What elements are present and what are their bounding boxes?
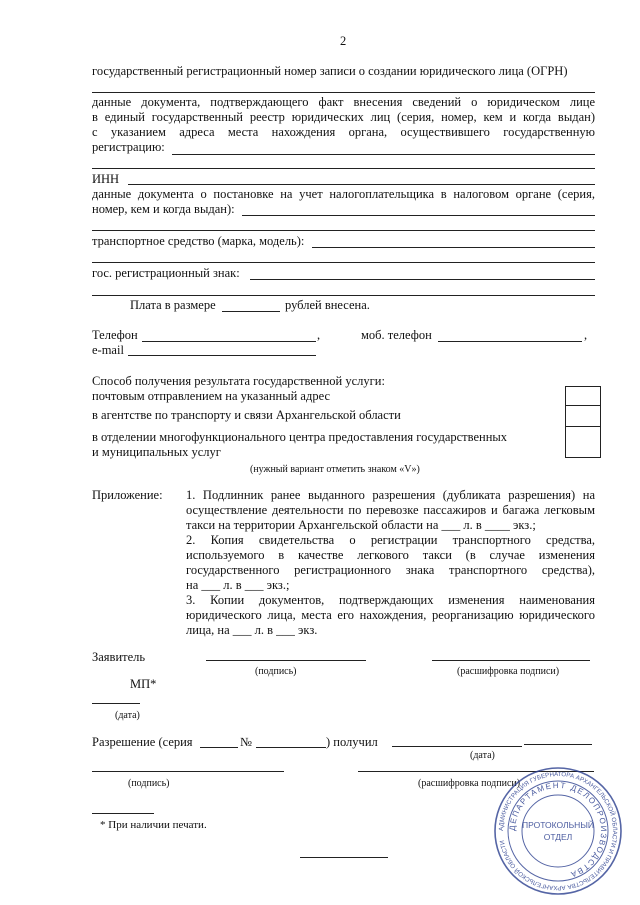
- egrul-doc-line3: с указанием адреса места нахождения органа, осуществившего государственную: [92, 125, 595, 139]
- egrul-doc-line4: регистрацию:: [92, 140, 165, 154]
- footnote: * При наличии печати.: [100, 819, 207, 831]
- applicant-label: Заявитель: [92, 650, 146, 664]
- applicant-decode-field[interactable]: [432, 660, 590, 661]
- mobile-label: моб. телефон: [361, 328, 432, 342]
- permit-received-name-field[interactable]: [392, 746, 522, 747]
- permit-date-hint: (дата): [470, 750, 495, 761]
- attachment-2-line1: 2. Копия свидетельства о регистрации транспортного средства,: [186, 533, 595, 547]
- page-number: 2: [340, 34, 347, 48]
- ogrn-label: государственный регистрационный номер записи о создании юридического лица (ОГРН): [92, 64, 568, 78]
- attachment-2-line4: на ___ л. в ___ экз.;: [186, 578, 290, 592]
- tax-doc-line2: номер, кем и когда выдан):: [92, 202, 235, 216]
- email-field[interactable]: [128, 355, 316, 356]
- egrul-doc-line1: данные документа, подтверждающего факт внесения сведений о юридическом лице: [92, 95, 595, 109]
- checkbox-agency[interactable]: [565, 405, 601, 428]
- permit-prefix: Разрешение (серия: [92, 735, 193, 749]
- vehicle-label: транспортное средство (марка, модель):: [92, 234, 305, 248]
- vehicle-field-2[interactable]: [92, 262, 595, 263]
- seal-placeholder: МП*: [130, 677, 157, 691]
- stamp-center-line1: ПРОТОКОЛЬНЫЙ: [522, 820, 594, 830]
- plate-field[interactable]: [250, 279, 595, 280]
- payment-prefix: Плата в размере: [130, 298, 216, 312]
- permit-signature-field[interactable]: [92, 771, 284, 772]
- mobile-field[interactable]: [438, 341, 582, 342]
- delivery-option-agency: в агентстве по транспорту и связи Архангельской области: [92, 408, 401, 422]
- attachments-label: Приложение:: [92, 488, 163, 502]
- phone-label: Телефон: [92, 328, 138, 342]
- attachment-2-line3: государственного регистрационного знака транспортного средства),: [186, 563, 595, 577]
- vehicle-field[interactable]: [312, 247, 595, 248]
- checkbox-post[interactable]: [565, 386, 601, 407]
- egrul-doc-field[interactable]: [172, 154, 595, 155]
- plate-field-2[interactable]: [92, 295, 595, 296]
- delivery-title: Способ получения результата государственной услуги:: [92, 374, 385, 388]
- inn-field[interactable]: [128, 184, 595, 185]
- egrul-doc-field-2[interactable]: [92, 168, 595, 169]
- applicant-sign-hint: (подпись): [255, 666, 297, 677]
- tax-doc-field-2[interactable]: [92, 230, 595, 231]
- permit-received-label: ) получил: [326, 735, 378, 749]
- stamp-ring-outer-text: АДМИНИСТРАЦИЯ ГУБЕРНАТОРА АРХАНГЕЛЬСКОЙ ОБЛАСТИ И ПРАВИТЕЛЬСТВА АРХАНГЕЛЬСКОЙ ОБЛАСТИ: [497, 770, 619, 892]
- tax-doc-field[interactable]: [242, 215, 595, 216]
- checkbox-mfc[interactable]: [565, 426, 601, 458]
- egrul-doc-line2: в единый государственный реестр юридических лиц (серия, номер, кем и когда выдан): [92, 110, 595, 124]
- attachment-1-line3: такси на территории Архангельской области на ___ л. в ____ экз.;: [186, 518, 536, 532]
- applicant-date-field[interactable]: [92, 703, 140, 704]
- attachment-2-line2: используемого в качестве легкового такси (в случае изменения: [186, 548, 595, 562]
- ogrn-field[interactable]: [92, 92, 595, 93]
- delivery-hint: (нужный вариант отметить знаком «V»): [250, 464, 420, 475]
- permit-number-field[interactable]: [256, 747, 326, 748]
- attachment-3-line3: лица, на ___ л. в ___ экз.: [186, 623, 318, 637]
- stamp-center-line2: ОТДЕЛ: [543, 832, 573, 842]
- attachment-1-line1: 1. Подлинник ранее выданного разрешения (дубликата разрешения) на: [186, 488, 595, 502]
- tax-doc-line1: данные документа о постановке на учет налогоплательщика в налоговом органе (серия,: [92, 187, 595, 201]
- applicant-decode-hint: (расшифровка подписи): [457, 666, 560, 677]
- applicant-signature-field[interactable]: [206, 660, 366, 661]
- delivery-option-mfc-line1: в отделении многофункционального центра предоставления государственных: [92, 430, 508, 444]
- payment-amount-field[interactable]: [222, 311, 280, 312]
- svg-text:ДЕПАРТАМЕНТ ДЕЛОПРОИЗВОДСТВА: [508, 781, 608, 879]
- delivery-option-mfc-line2: и муниципальных услуг: [92, 445, 221, 459]
- delivery-option-post: почтовым отправлением на указанный адрес: [92, 389, 330, 403]
- attachment-3-line2: юридического лица, места его нахождения, реорганизацию юридического: [186, 608, 595, 622]
- permit-decode-hint: (расшифровка подписи): [418, 778, 521, 789]
- footnote-separator: [92, 813, 154, 814]
- official-stamp: [492, 765, 624, 897]
- inn-label: ИНН: [92, 172, 120, 186]
- permit-number-sign: №: [240, 735, 252, 749]
- attachment-3-line1: 3. Копии документов, подтверждающих изменения наименования: [186, 593, 595, 607]
- permit-received-date-field[interactable]: [524, 744, 592, 745]
- email-label: e-mail: [92, 343, 124, 357]
- permit-sign-hint: (подпись): [128, 778, 170, 789]
- plate-label: гос. регистрационный знак:: [92, 266, 240, 280]
- stamp-ring-inner-text: ДЕПАРТАМЕНТ ДЕЛОПРОИЗВОДСТВА: [507, 780, 609, 880]
- payment-suffix: рублей внесена.: [285, 298, 370, 312]
- permit-series-field[interactable]: [200, 747, 238, 748]
- phone-field[interactable]: [142, 341, 316, 342]
- bottom-rule: [300, 857, 388, 858]
- applicant-date-hint: (дата): [115, 710, 140, 721]
- attachment-1-line2: осуществление деятельности по перевозке пассажиров и багажа легковым: [186, 503, 595, 517]
